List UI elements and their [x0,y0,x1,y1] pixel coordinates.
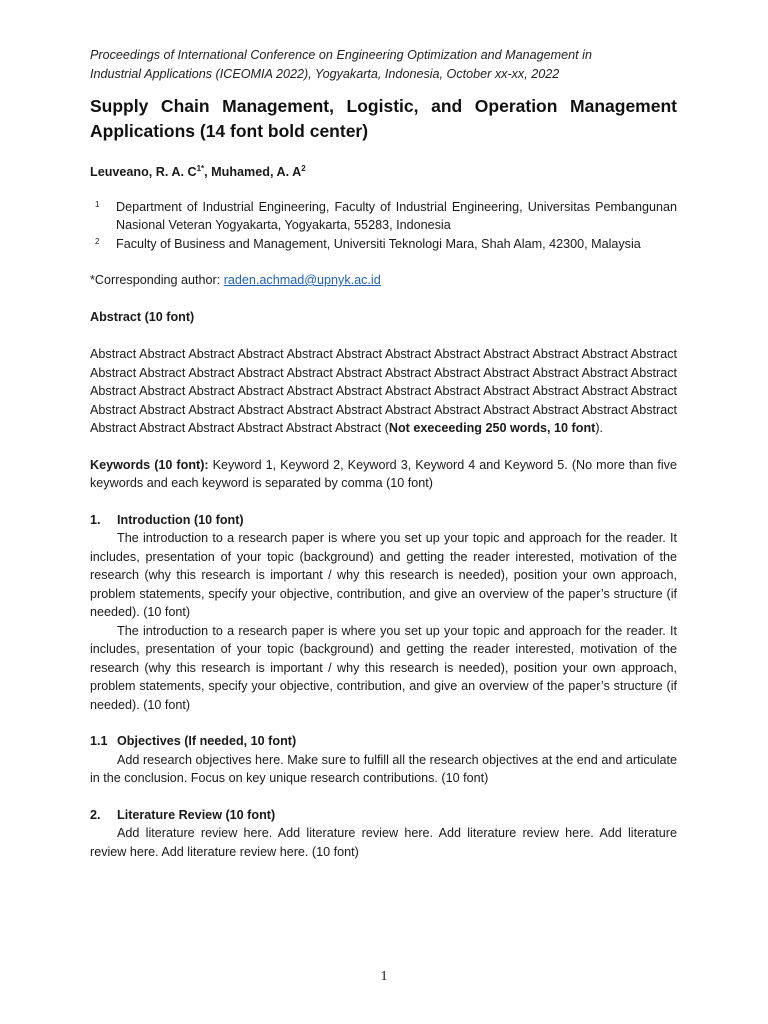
literature-paragraph: Add literature review here. Add literature review here. Add literature review here. Add literature review here. Add literature review here. (10 font) [90,826,677,859]
proceedings-line-1: Proceedings of International Conference on Engineering Optimization and Management in [90,48,592,62]
affiliation-1-text: Department of Industrial Engineering, Faculty of Industrial Engineering, Universitas Pembangunan Nasional Veteran Yogyakarta, Yogyakarta, 55283, Indonesia [116,199,677,232]
author-1-name: Leuveano, R. A. C [90,165,197,179]
introduction-paragraph-2: The introduction to a research paper is where you set up your topic and approach for the reader. It includes, presentation of your topic (background) and getting the reader interested, motivation of the research (why this research is important / why this research is needed), position your own approach, problem statements, specify your objective, contribution, and give an overview of the paper’s structure (if needed). (10 font) [90,623,677,712]
corresponding-label: *Corresponding author: [90,273,224,287]
affiliations [90,198,677,254]
section-literature-heading [90,806,677,825]
section-number: 1.1 [90,734,108,748]
section-title: Literature Review (10 font) [117,807,276,822]
proceedings-line-2: Industrial Applications (ICEOMIA 2022), Yogyakarta, Indonesia, October xx-xx, 2022 [90,66,560,81]
affiliation-2 [90,235,677,254]
affiliation-1 [90,198,677,235]
introduction-paragraph-1: The introduction to a research paper is where you set up your topic and approach for the reader. It includes, presentation of your topic (background) and getting the reader interested, motivation of the research (why this research is important / why this research is needed), position your own approach, problem statements, specify your objective, contribution, and give an overview of the paper’s structure (if needed). (10 font) [90,531,677,619]
keywords-label: Keywords (10 font): [90,457,209,472]
abstract-close: ). [595,421,604,435]
author-separator: , [204,165,212,179]
section-objectives-heading [90,732,677,751]
abstract-word-limit-note: Not execeeding 250 words, 10 font [388,421,596,435]
abstract-heading: Abstract (10 font) [90,309,195,324]
corresponding-email-link[interactable]: raden.achmad@upnyk.ac.id [223,273,381,287]
affiliation-2-number: 2 [95,236,100,246]
affiliation-1-number: 1 [95,199,100,209]
abstract-body [90,345,677,438]
author-1-sup: 1* [196,163,205,173]
section-title: Objectives (If needed, 10 font) [117,734,297,748]
paper-title: Supply Chain Management, Logistic, and Operation Management Applications (14 font bold center) [90,96,677,141]
keywords [90,456,677,493]
author-2-name: Muhamed, A. A [211,165,302,179]
section-number: 1. [90,512,101,527]
abstract-text: Abstract Abstract Abstract Abstract Abstract Abstract Abstract Abstract Abstract Abstract Abstract Abstract Abstract Abstract Abstract Abstract Abstract Abstract Abstract Abstract Abstract Abstract Abstract Abstract Abstract Abstract Abstract Abstract Abstract Abstract Abstract Abstract Abstract Abstract Abstract Abstract Abstract Abstract Abstract Abstract Abstract Abstract Abstract Abstract Abstract Abstract Abstract Abstract Abstract Abstract Abstract Abstract Abstract Abstract ( [90,347,677,435]
proceedings-header [90,46,677,83]
section-introduction-heading [90,511,677,530]
paper-page [90,46,677,861]
section-title: Introduction (10 font) [117,512,244,527]
corresponding-author [90,271,677,290]
authors [90,163,677,182]
keywords-text: Keyword 1, Keyword 2, Keyword 3, Keyword 4 and Keyword 5. (No more than five keywords and each keyword is separated by comma (10 font) [90,457,677,490]
page-number: 1 [380,969,388,984]
author-2-sup: 2 [301,163,306,173]
section-number: 2. [90,807,101,822]
affiliation-2-text: Faculty of Business and Management, Universiti Teknologi Mara, Shah Alam, 42300, Malaysia [116,236,641,251]
objectives-paragraph: Add research objectives here. Make sure to fulfill all the research objectives at the end and articulate in the conclusion. Focus on key unique research contributions. (10 font) [90,752,677,785]
